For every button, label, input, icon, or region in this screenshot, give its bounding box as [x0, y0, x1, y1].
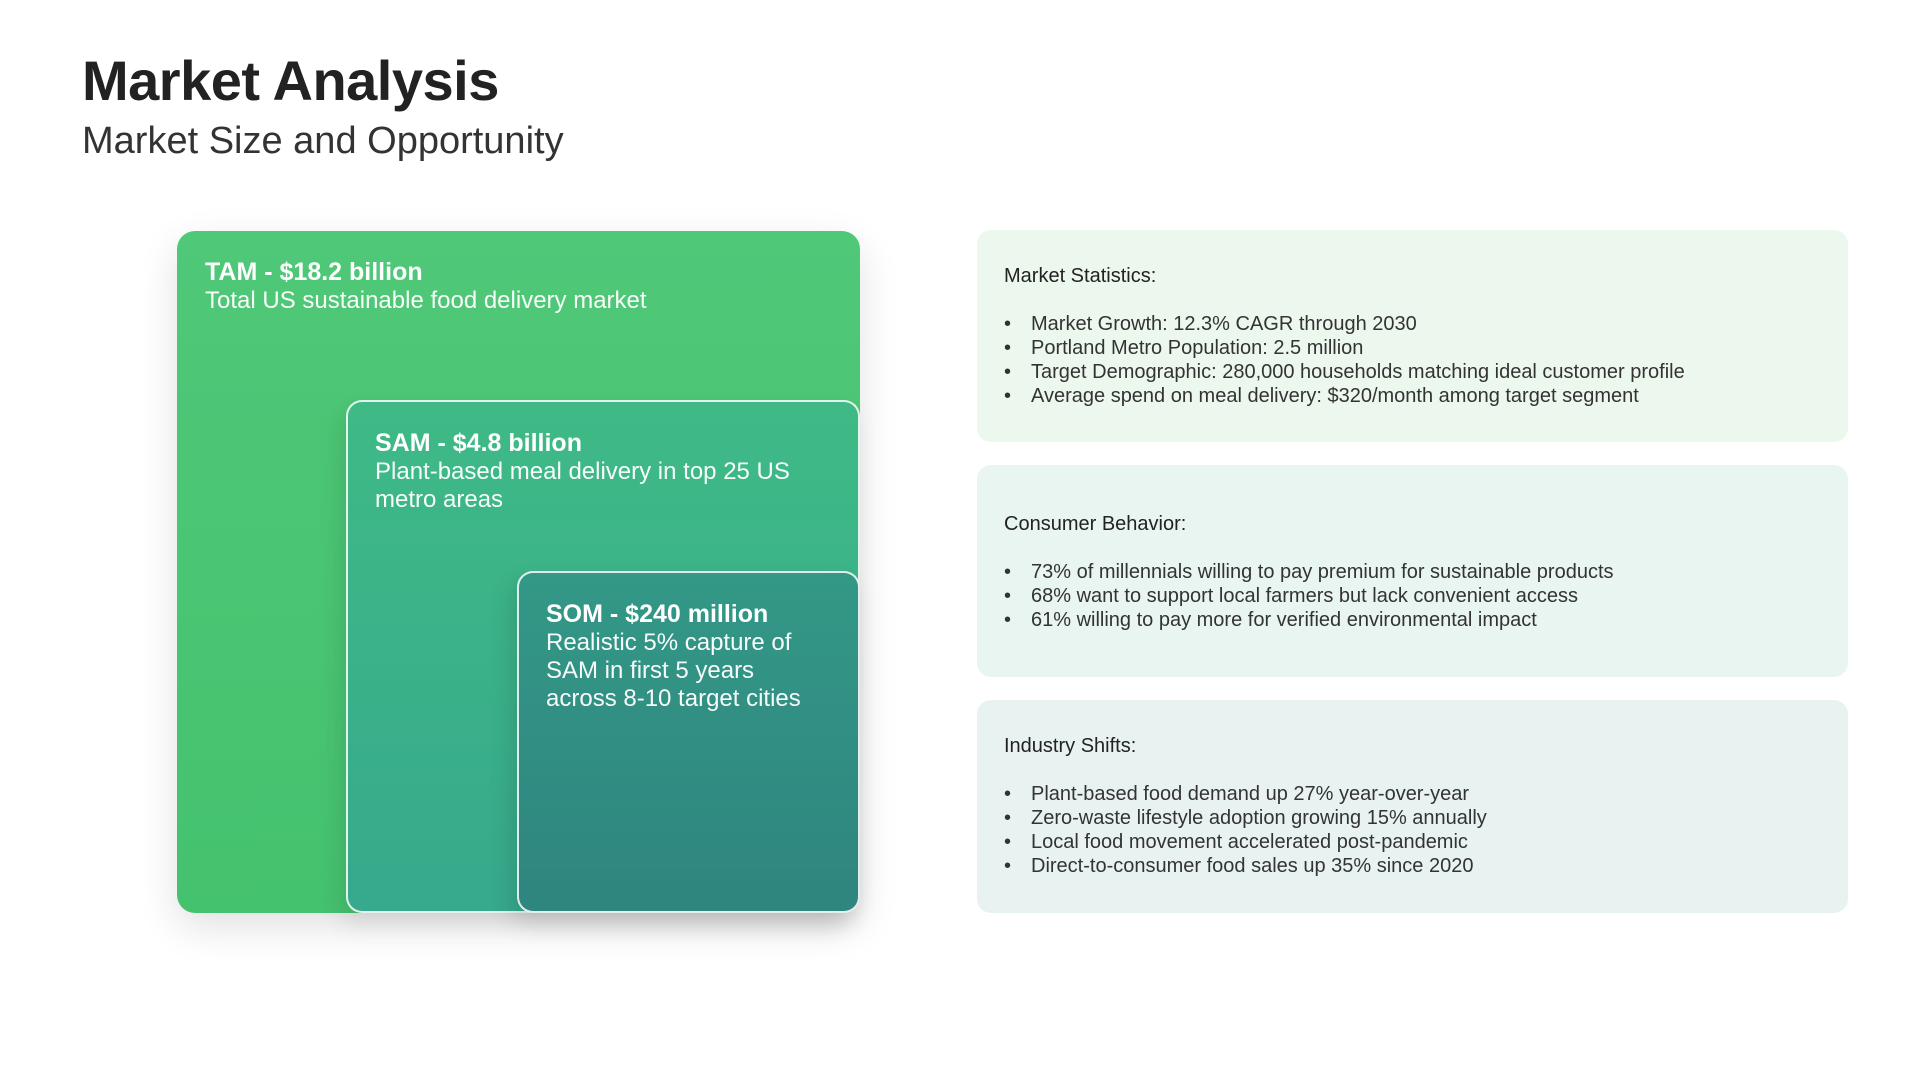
list-item: • Market Growth: 12.3% CAGR through 2030 [1031, 312, 1821, 336]
som-heading: SOM - $240 million [546, 600, 769, 628]
list-item: • Direct-to-consumer food sales up 35% since 2020 [1031, 854, 1821, 878]
list-item: • Portland Metro Population: 2.5 million [1031, 336, 1821, 360]
market-statistics-card [977, 230, 1848, 442]
list-item: • Average spend on meal delivery: $320/month among target segment [1031, 384, 1821, 408]
list-item: • Local food movement accelerated post-pandemic [1031, 830, 1821, 854]
list-item: • 73% of millennials willing to pay premium for sustainable products [1031, 560, 1821, 584]
page-title: Market Analysis [82, 49, 499, 112]
card-list [1004, 312, 1821, 408]
sam-description: Plant-based meal delivery in top 25 US metro areas [375, 458, 790, 513]
consumer-behavior-card [977, 465, 1848, 677]
page-subtitle: Market Size and Opportunity [82, 120, 564, 162]
card-title: Industry Shifts: [1004, 735, 1137, 757]
list-item: • 68% want to support local farmers but lack convenient access [1031, 584, 1821, 608]
list-item: • Plant-based food demand up 27% year-over-year [1031, 782, 1821, 806]
card-title: Consumer Behavior: [1004, 513, 1187, 535]
tam-description: Total US sustainable food delivery market [205, 287, 647, 314]
sam-heading: SAM - $4.8 billion [375, 429, 582, 457]
card-list [1004, 560, 1821, 632]
list-item: • Target Demographic: 280,000 households matching ideal customer profile [1031, 360, 1821, 384]
som-description: Realistic 5% capture of SAM in first 5 years across 8-10 target cities [546, 629, 801, 712]
som-box [517, 571, 860, 913]
card-list [1004, 782, 1821, 878]
card-title: Market Statistics: [1004, 265, 1157, 287]
industry-shifts-card [977, 700, 1848, 913]
list-item: • 61% willing to pay more for verified environmental impact [1031, 608, 1821, 632]
tam-heading: TAM - $18.2 billion [205, 258, 423, 286]
list-item: • Zero-waste lifestyle adoption growing 15% annually [1031, 806, 1821, 830]
